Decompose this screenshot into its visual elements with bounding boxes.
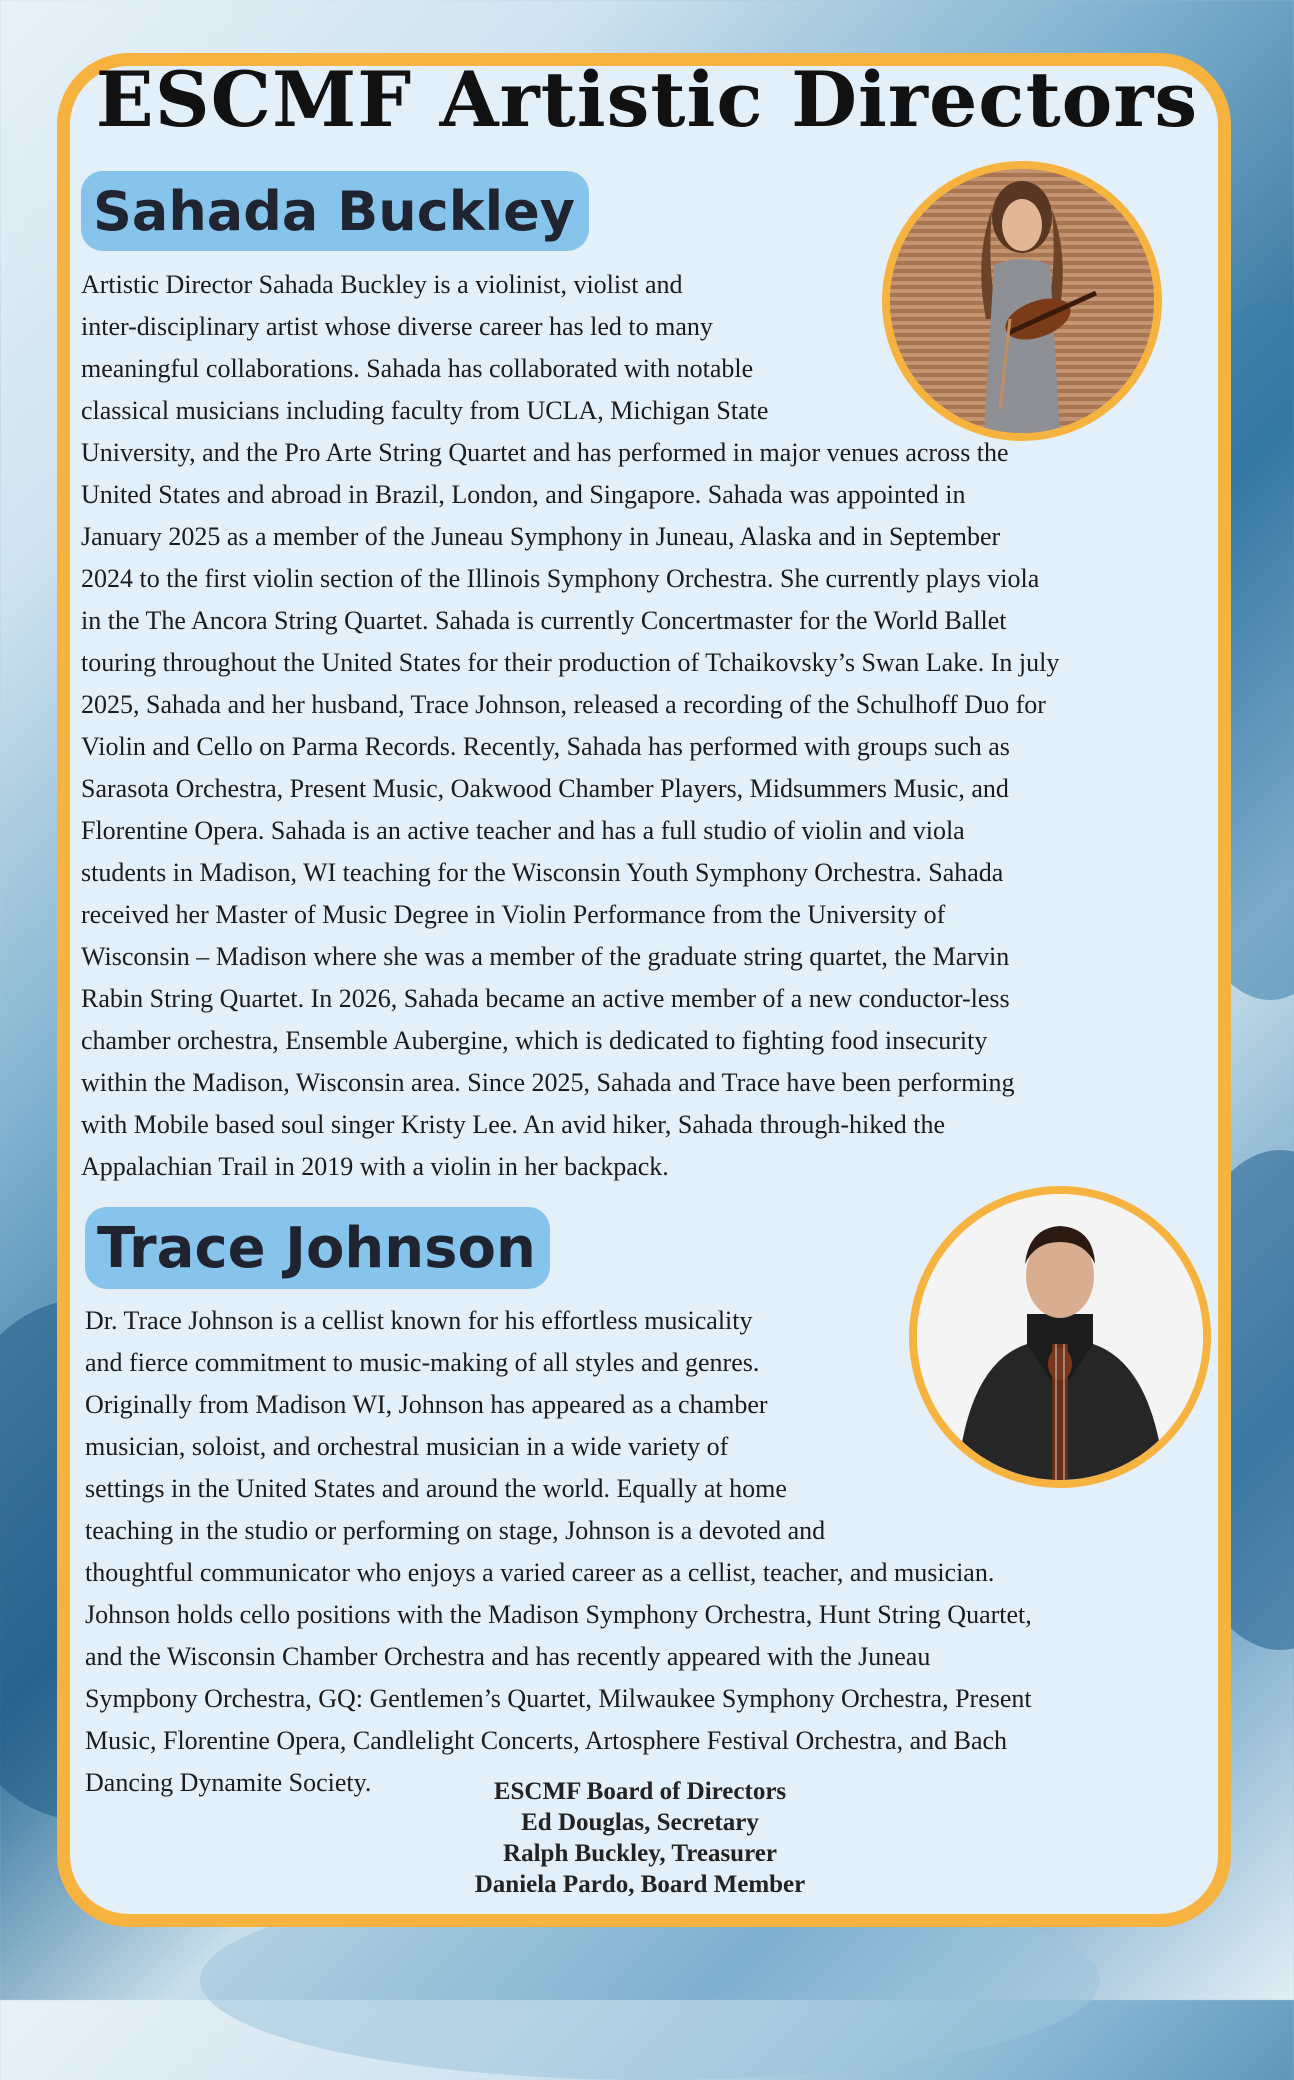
board-member: Ralph Buckley, Treasurer <box>503 1840 777 1867</box>
bio-line: touring throughout the United States for their production of Tchaikovsky’s Swan Lake. In july <box>81 648 1060 677</box>
bio-line: Artistic Director Sahada Buckley is a violinist, violist and <box>81 270 683 299</box>
trace-bio <box>85 1300 1032 1804</box>
bio-line: settings in the United States and around the world. Equally at home <box>85 1474 787 1503</box>
bio-line: thoughtful communicator who enjoys a varied career as a cellist, teacher, and musician. <box>85 1558 995 1587</box>
bio-line: United States and abroad in Brazil, London, and Singapore. Sahada was appointed in <box>81 480 966 509</box>
bio-line: within the Madison, Wisconsin area. Since 2025, Sahada and Trace have been performing <box>81 1068 1015 1097</box>
bio-line: chamber orchestra, Ensemble Aubergine, which is dedicated to fighting food insecurity <box>81 1026 988 1055</box>
bio-line: and fierce commitment to music-making of all styles and genres. <box>85 1348 760 1377</box>
director-name-sahada: Sahada Buckley <box>81 171 589 251</box>
bio-line: January 2025 as a member of the Juneau Symphony in Juneau, Alaska and in September <box>81 522 1001 551</box>
bio-line: Appalachian Trail in 2019 with a violin in her backpack. <box>81 1152 669 1181</box>
bio-line: Sympbony Orchestra, GQ: Gentlemen’s Quartet, Milwaukee Symphony Orchestra, Present <box>85 1684 1032 1713</box>
bio-line: Music, Florentine Opera, Candlelight Concerts, Artosphere Festival Orchestra, and Bach <box>85 1726 1008 1755</box>
bio-line: in the The Ancora String Quartet. Sahada is currently Concertmaster for the World Ballet <box>81 606 1007 635</box>
bio-line: Sarasota Orchestra, Present Music, Oakwood Chamber Players, Midsummers Music, and <box>81 774 1009 803</box>
board-member: Daniela Pardo, Board Member <box>474 1871 806 1898</box>
bio-line: 2024 to the first violin section of the Illinois Symphony Orchestra. She currently plays viola <box>81 564 1040 593</box>
bio-line: University, and the Pro Arte String Quartet and has performed in major venues across the <box>81 438 1009 467</box>
bio-line: and the Wisconsin Chamber Orchestra and has recently appeared with the Juneau <box>85 1642 931 1671</box>
sahada-bio <box>81 264 1059 1188</box>
bio-line: classical musicians including faculty from UCLA, Michigan State <box>81 396 769 425</box>
bio-line: students in Madison, WI teaching for the Wisconsin Youth Symphony Orchestra. Sahada <box>81 858 1004 887</box>
bio-line: inter-disciplinary artist whose diverse career has led to many <box>81 312 713 341</box>
bio-line: Rabin String Quartet. In 2026, Sahada became an active member of a new conductor-less <box>81 984 1010 1013</box>
bio-line: musician, soloist, and orchestral musician in a wide variety of <box>85 1432 729 1461</box>
page-title: ESCMF Artistic Directors <box>95 55 1199 144</box>
bio-line: Originally from Madison WI, Johnson has appeared as a chamber <box>85 1390 768 1419</box>
bio-line: meaningful collaborations. Sahada has collaborated with notable <box>81 354 754 383</box>
bio-line: received her Master of Music Degree in Violin Performance from the University of <box>81 900 946 929</box>
bio-line: Wisconsin – Madison where she was a member of the graduate string quartet, the Marvin <box>81 942 1010 971</box>
bio-line: Violin and Cello on Parma Records. Recently, Sahada has performed with groups such as <box>81 732 1010 761</box>
board-of-directors <box>430 1776 850 1900</box>
bio-line: 2025, Sahada and her husband, Trace Johnson, released a recording of the Schulhoff Duo for <box>81 690 1046 719</box>
bio-line: Dr. Trace Johnson is a cellist known for his effortless musicality <box>85 1306 753 1335</box>
director-name-trace: Trace Johnson <box>85 1207 550 1289</box>
bio-line: with Mobile based soul singer Kristy Lee. An avid hiker, Sahada through-hiked the <box>81 1110 946 1139</box>
bio-line: Johnson holds cello positions with the Madison Symphony Orchestra, Hunt String Quartet, <box>85 1600 1032 1629</box>
board-heading: ESCMF Board of Directors <box>493 1778 787 1805</box>
board-member: Ed Douglas, Secretary <box>521 1809 759 1836</box>
bio-line: teaching in the studio or performing on stage, Johnson is a devoted and <box>85 1516 826 1545</box>
bio-line: Dancing Dynamite Society. <box>85 1768 372 1797</box>
bio-line: Florentine Opera. Sahada is an active teacher and has a full studio of violin and viola <box>81 816 965 845</box>
